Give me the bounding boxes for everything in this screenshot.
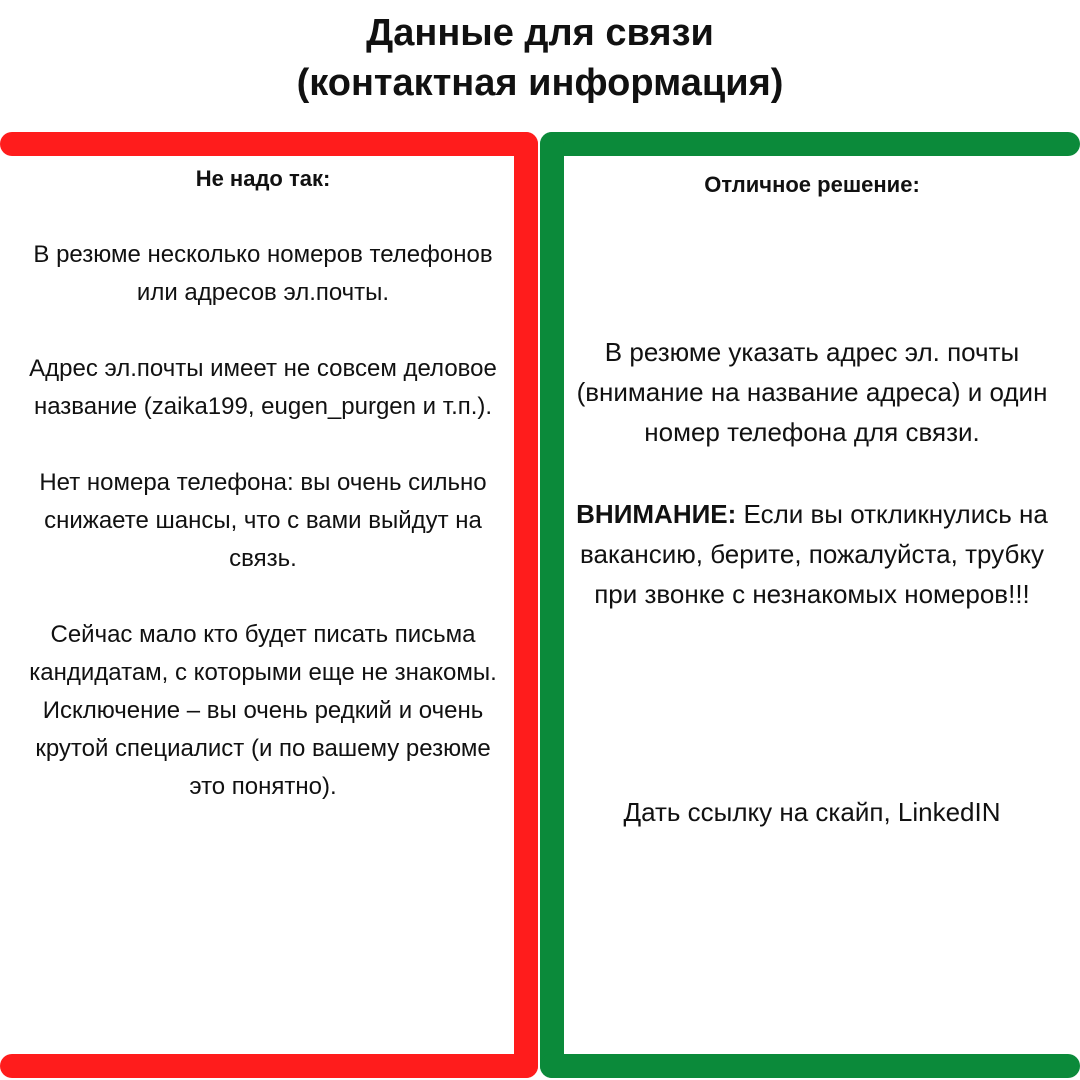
attention-text: Если вы откликнулись на вакансию, берите, пожалуйста, трубку при звонке с незнакомых номеров!!!	[579, 499, 1048, 609]
do-heading: Отличное решение:	[704, 172, 920, 197]
red-frame-bottom-bar	[0, 1054, 538, 1078]
dont-paragraph-letters: Сейчас мало кто будет писать письма кандидатам, с которыми еще не знакомы. Исключение – вы очень редкий и очень крутой специалист (и по вашему резюме это понятно).	[29, 621, 497, 800]
green-frame-vertical-bar	[540, 132, 564, 1078]
page-title-line-1: Данные для связи	[366, 12, 714, 54]
dont-paragraph-multiple-contacts: В резюме несколько номеров телефонов или адресов эл.почты.	[33, 241, 493, 306]
attention-label: ВНИМАНИЕ:	[576, 499, 737, 529]
do-paragraph-attention	[572, 494, 1052, 614]
green-frame-bottom-bar	[540, 1054, 1080, 1078]
red-frame-top-bar	[0, 132, 538, 156]
do-paragraph-contacts: В резюме указать адрес эл. почты (внимание на название адреса) и один номер телефона для связи.	[576, 337, 1048, 447]
dont-column	[20, 160, 506, 806]
do-column	[572, 166, 1052, 832]
dont-paragraph-no-phone: Нет номера телефона: вы очень сильно снижаете шансы, что с вами выйдут на связь.	[39, 469, 487, 572]
red-frame-vertical-bar	[514, 132, 538, 1078]
dont-paragraph-email-name: Адрес эл.почты имеет не совсем деловое название (zaika199, eugen_purgen и т.п.).	[29, 355, 497, 420]
green-frame-top-bar	[540, 132, 1080, 156]
do-paragraph-links: Дать ссылку на скайп, LinkedIN	[623, 797, 1001, 827]
page-title-line-2: (контактная информация)	[296, 62, 784, 104]
page-title	[0, 8, 1080, 108]
dont-heading: Не надо так:	[195, 166, 331, 191]
